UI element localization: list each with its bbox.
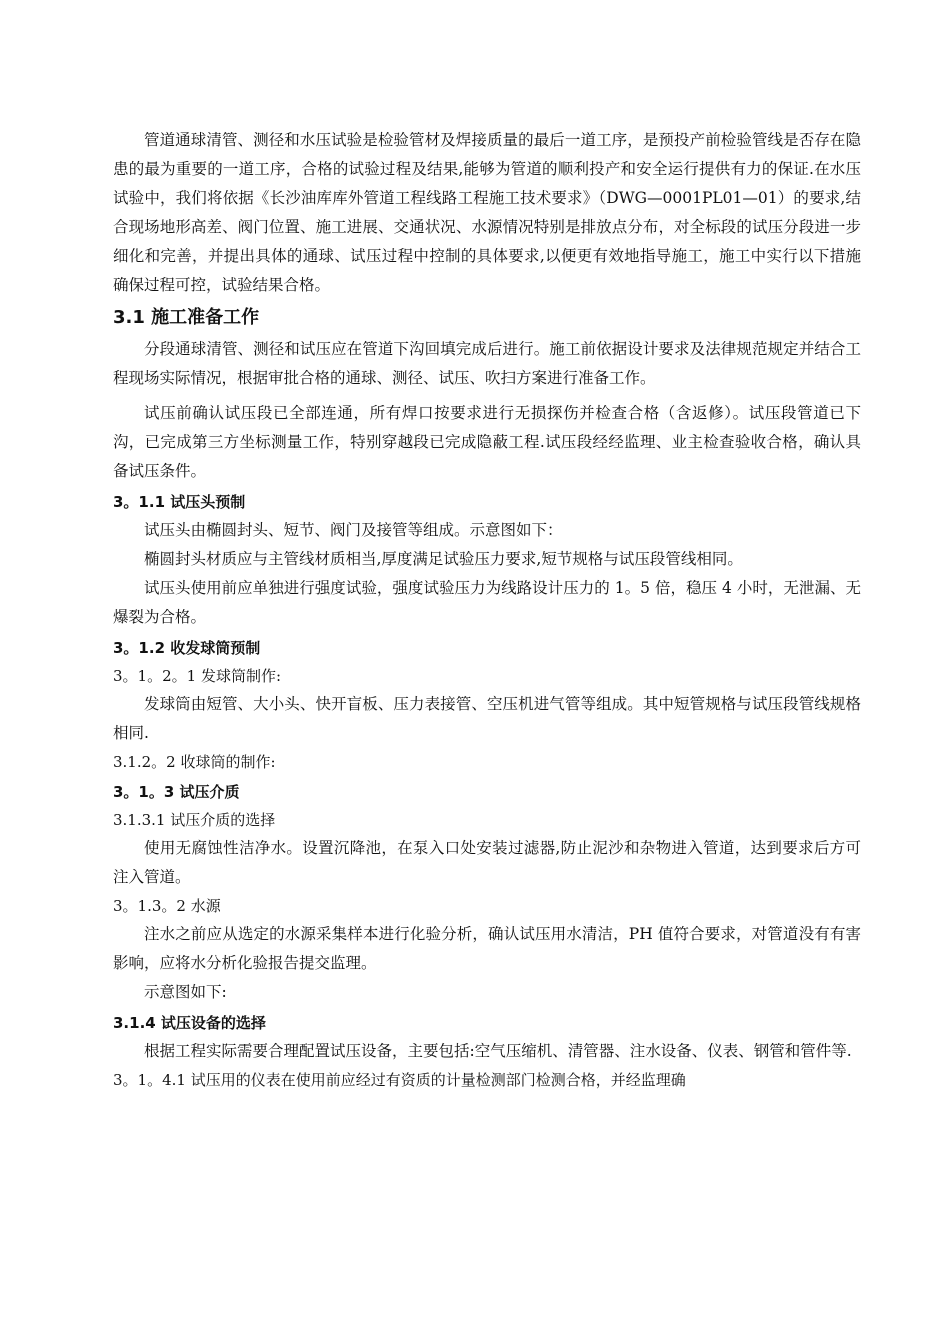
paragraph: 根据工程实际需要合理配置试压设备，主要包括:空气压缩机、清管器、注水设备、仪表、钢管和管件等.	[144, 1042, 852, 1060]
subsection-heading: 3。1。4.1 试压用的仪表在使用前应经过有资质的计量检测部门检测合格，并经监理确	[113, 1071, 686, 1089]
paragraph: 分段通球清管、测径和试压应在管道下沟回填完成后进行。施工前依据设计要求及法律规范规定并结合工程现场实际情况，根据审批合格的通球、测径、试压、吹扫方案进行准备工作。	[113, 340, 861, 387]
intro-paragraph: 管道通球清管、测径和水压试验是检验管材及焊接质量的最后一道工序，是预投产前检验管线是否存在隐患的最为重要的一道工序，合格的试验过程及结果,能够为管道的顺利投产和安全运行提供有力的保证.在水压试验中，我们将依据《长沙油库库外管道工程线路工程施工技术要求》（DWG—0001PL01—01）的要求,结合现场地形高差、阀门位置、施工进展、交通状况、水源情况特别是排放点分布，对全标段的试压分段进一步细化和完善，并提出具体的通球、试压过程中控制的具体要求,以便更有效地指导施工，施工中实行以下措施确保过程可控，试验结果合格。	[113, 131, 861, 294]
subsection-heading: 3.1.3.1 试压介质的选择	[113, 811, 276, 829]
subsection-heading: 3.1.2。2 收球筒的制作:	[113, 753, 276, 771]
document-body	[113, 126, 861, 1094]
paragraph: 试压头由椭圆封头、短节、阀门及接管等组成。示意图如下：	[144, 521, 563, 539]
section-heading-3-1-2: 3。1.2 收发球筒预制	[113, 639, 261, 657]
paragraph: 椭圆封头材质应与主管线材质相当,厚度满足试验压力要求,短节规格与试压段管线相同。	[144, 550, 743, 568]
paragraph: 试压头使用前应单独进行强度试验，强度试验压力为线路设计压力的 1。5 倍，稳压 4 小时，无泄漏、无爆裂为合格。	[113, 579, 861, 626]
paragraph: 示意图如下:	[144, 983, 227, 1001]
paragraph: 注水之前应从选定的水源采集样本进行化验分析，确认试压用水清洁，PH 值符合要求，对管道没有有害影响，应将水分析化验报告提交监理。	[113, 925, 861, 972]
paragraph: 使用无腐蚀性洁净水。设置沉降池，在泵入口处安装过滤器,防止泥沙和杂物进入管道，达到要求后方可注入管道。	[113, 839, 861, 886]
subsection-heading: 3。1.3。2 水源	[113, 897, 221, 915]
section-heading-3-1-4: 3.1.4 试压设备的选择	[113, 1014, 266, 1032]
section-heading-3-1-1: 3。1.1 试压头预制	[113, 493, 246, 511]
paragraph: 发球筒由短管、大小头、快开盲板、压力表接管、空压机进气管等组成。其中短管规格与试压段管线规格相同.	[113, 695, 861, 742]
section-heading-3-1-3: 3。1。3 试压介质	[113, 783, 240, 801]
section-heading-3-1: 3.1 施工准备工作	[113, 307, 260, 328]
paragraph: 试压前确认试压段已全部连通，所有焊口按要求进行无损探伤并检查合格（含返修）。试压段管道已下沟，已完成第三方坐标测量工作，特别穿越段已完成隐蔽工程.试压段经经监理、业主检查验收合格，确认具备试压条件。	[113, 404, 861, 480]
subsection-heading: 3。1。2。1 发球筒制作:	[113, 667, 281, 685]
